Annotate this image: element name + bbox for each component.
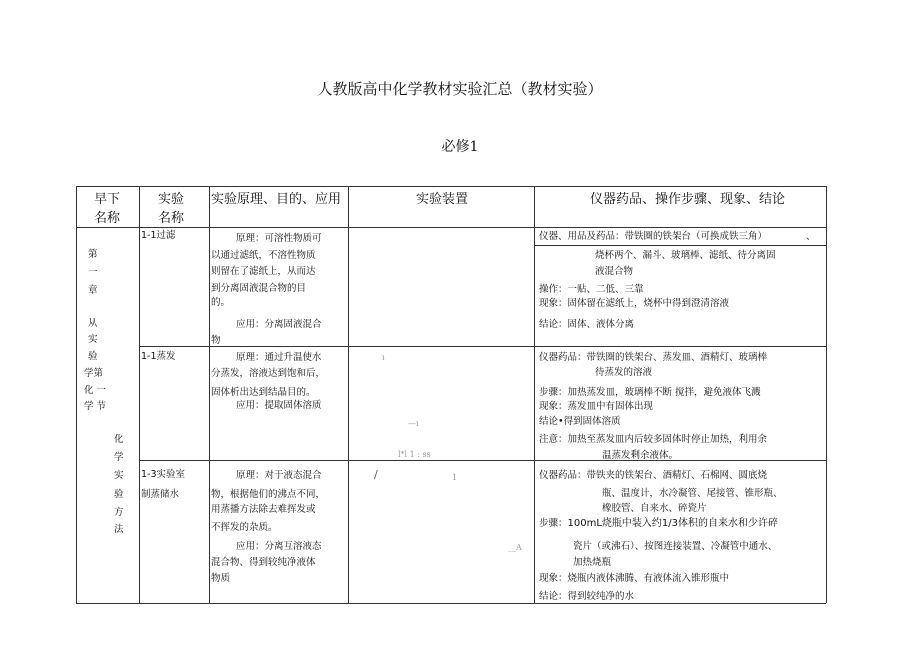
principle-line: 则留在了滤纸上，从而达 bbox=[211, 266, 316, 277]
principle-line: 原理：可溶性物质可 bbox=[236, 233, 322, 244]
equipment-line: 仪器、用品及药品：带铁圈的铁架台（可换成铁三角） bbox=[539, 231, 768, 242]
experiment-name: 1-1蒸发 bbox=[141, 351, 176, 362]
step-line: 瓷片（或沸石）、按图连接装置、冷凝管中通水、 bbox=[573, 541, 778, 552]
chapter-char: 实 bbox=[88, 334, 98, 345]
equipment-line: 待蒸发的溶液 bbox=[595, 367, 653, 378]
chapter-char: 一 bbox=[88, 267, 98, 278]
header-chapter-line2: 名称 bbox=[94, 211, 121, 226]
principle-line: 用蒸播方法除去难挥发或 bbox=[211, 504, 316, 515]
header-experiment-line1: 实验 bbox=[158, 192, 185, 207]
experiment-number: 1-1 bbox=[141, 230, 157, 241]
equipment-line: 仪器药品：带铁夹的铁架台、酒精灯、石棉网、圆底烧 bbox=[539, 470, 768, 481]
col2-divider bbox=[209, 186, 210, 603]
application-line: 混合物、得到较纯净液体 bbox=[211, 557, 316, 568]
step-line: 步骤：100mL烧瓶中装入约1/3体积的自来水和少许碎 bbox=[539, 518, 779, 529]
chapter-char: 第 bbox=[88, 249, 98, 260]
row1-bottom-border bbox=[139, 346, 826, 347]
header-principle: 实验原理、目的、应用 bbox=[211, 192, 342, 207]
apparatus-residue: __A bbox=[508, 543, 522, 552]
operation-line: 操作：一贴、二低、三靠 bbox=[539, 284, 644, 295]
conclusion-line: 结论•得到固体溶质 bbox=[539, 416, 621, 427]
principle-line: 到分离固液混合物的目 bbox=[211, 283, 307, 294]
chapter-char: 方 bbox=[114, 507, 124, 518]
experiment-number: 1-3 bbox=[141, 469, 157, 480]
table-right-border bbox=[826, 186, 827, 603]
principle-line: 原理：对于液态混合 bbox=[236, 470, 322, 481]
principle-line: 固体析出达到结晶目的。 bbox=[211, 387, 316, 398]
chapter-char: 验 bbox=[114, 489, 124, 500]
document-title: 人教版高中化学教材实验汇总（教材实验） bbox=[317, 80, 603, 98]
equipment-line: 瓶、温度计，水冷凝管、尾接管、锥形瓶、 bbox=[602, 488, 783, 499]
chapter-char: 实 bbox=[114, 470, 124, 481]
col1-divider bbox=[139, 186, 140, 603]
note-line: 温蒸发剩余液体。 bbox=[602, 450, 679, 461]
apparatus-residue: / bbox=[374, 468, 378, 481]
equipment-line: 橡胶管、自来水、碎瓷片 bbox=[602, 503, 707, 514]
conclusion-line: 结论：得到较纯净的水 bbox=[539, 591, 635, 602]
apparatus-residue: l*l 1 : ss bbox=[398, 450, 431, 459]
equipment-line: 烧杯两个、漏斗、玻璃棒、滤纸、待分离固 bbox=[595, 250, 776, 261]
equipment-mark: 、 bbox=[806, 231, 816, 242]
chapter-char: 验 bbox=[88, 351, 98, 362]
step-line: 加热烧瓶 bbox=[573, 557, 612, 568]
step-line: 步骤：加热蒸发皿，玻璃棒不断 搅拌，避免液体飞溅 bbox=[539, 387, 761, 398]
principle-line: 分蒸发，溶液达到饱和后， bbox=[211, 368, 326, 379]
table-bottom-border bbox=[76, 603, 826, 604]
phenomenon-line: 现象：固体留在滤纸上，烧杯中得到澄清溶液 bbox=[539, 298, 730, 309]
principle-line: 的。 bbox=[211, 297, 231, 308]
row1-inner-divider bbox=[534, 245, 826, 246]
chapter-char: 法 bbox=[114, 524, 124, 535]
col4-divider bbox=[534, 186, 535, 603]
application-line: 物 bbox=[211, 335, 221, 346]
application-line: 应用：分离固液混合 bbox=[236, 319, 322, 330]
header-bottom-border bbox=[76, 227, 826, 228]
apparatus-residue: —ı bbox=[408, 419, 419, 428]
apparatus-residue: ı bbox=[382, 353, 385, 362]
chapter-char: 学 bbox=[114, 452, 124, 463]
principle-line: 原理：通过升温使水 bbox=[236, 352, 322, 363]
principle-line: 不挥发的杂质。 bbox=[211, 522, 278, 533]
apparatus-residue: 1 bbox=[452, 473, 458, 482]
experiment-number: 1-1 bbox=[141, 351, 157, 362]
application-line: 物质 bbox=[211, 573, 231, 584]
equipment-line: 仪器药品：带铁圈的铁架台、蒸发皿、酒精灯、玻璃棒 bbox=[539, 352, 768, 363]
col3-divider bbox=[348, 186, 349, 603]
phenomenon-line: 现象：烧瓶内液体沸腾、有液体流入锥形瓶中 bbox=[539, 573, 730, 584]
header-apparatus: 实验装置 bbox=[416, 192, 469, 207]
principle-line: 以通过滤纸，不溶性物质 bbox=[211, 250, 316, 261]
experiment-name: 1-1过滤 bbox=[141, 230, 176, 241]
section-subtitle: 必修1 bbox=[441, 139, 479, 155]
header-chapter-line1: 早下 bbox=[94, 192, 121, 207]
table-left-border bbox=[76, 186, 77, 603]
chapter-char: 学第 bbox=[84, 368, 104, 379]
chapter-char: 化 bbox=[114, 434, 124, 445]
table-top-border bbox=[76, 186, 826, 187]
chapter-char: 化 一 bbox=[84, 385, 107, 396]
principle-line: 物，根据他们的沸点不同， bbox=[211, 489, 326, 500]
header-experiment-line2: 名称 bbox=[158, 211, 185, 226]
application-line: 应用：分离互溶液态 bbox=[236, 541, 322, 552]
experiment-name-line2: 制蒸储水 bbox=[141, 489, 180, 500]
header-steps: 仪器药品、操作步骤、现象、结论 bbox=[590, 192, 786, 207]
row2-bottom-border bbox=[139, 460, 826, 461]
note-line: 注意：加热至蒸发皿内后较多固体时停止加热，利用余 bbox=[539, 434, 768, 445]
equipment-line: 液混合物 bbox=[595, 266, 634, 277]
conclusion-line: 结论：固体、液体分离 bbox=[539, 319, 635, 330]
chapter-char: 学 节 bbox=[84, 401, 107, 412]
phenomenon-line: 现象：蒸发皿中有固体出现 bbox=[539, 401, 654, 412]
chapter-char: 章 bbox=[88, 285, 98, 296]
application-line: 应用：提取固体溶质 bbox=[236, 400, 322, 411]
experiment-name: 1-3实验室 bbox=[141, 469, 186, 480]
chapter-char: 从 bbox=[88, 318, 98, 329]
